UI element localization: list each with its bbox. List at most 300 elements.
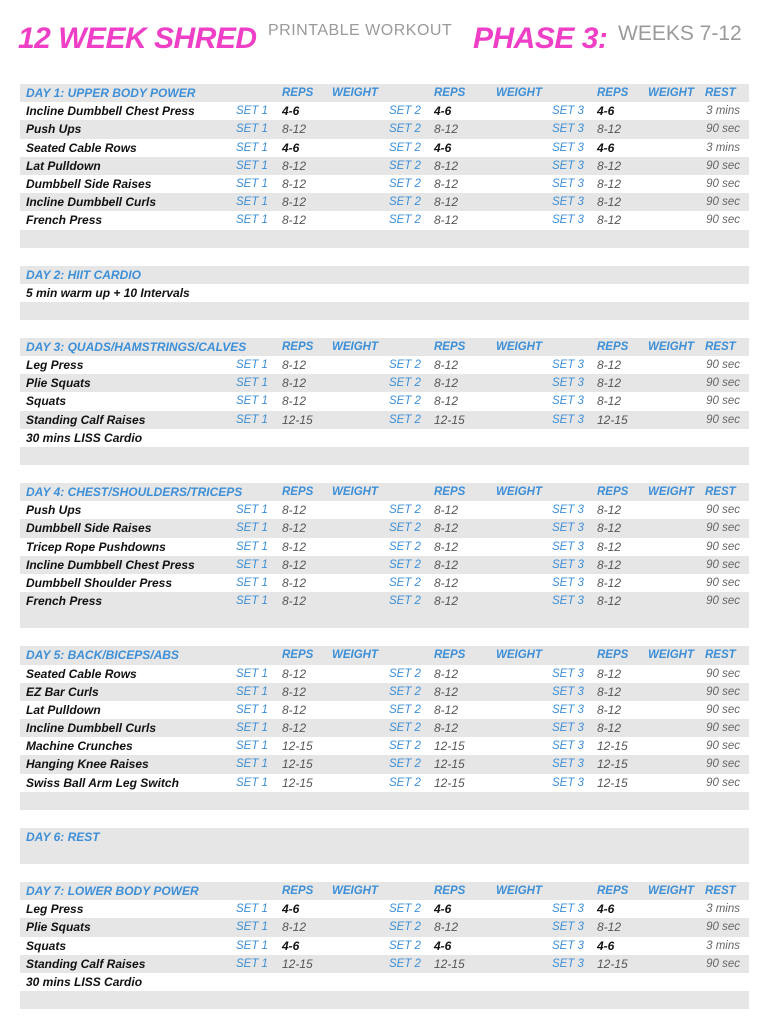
set-3-label: SET 3 (552, 214, 584, 227)
set-2-label: SET 2 (389, 359, 421, 372)
day-title: DAY 1: UPPER BODY POWER (26, 86, 196, 100)
exercise-name: Dumbbell Side Raises (26, 176, 152, 191)
set-2-label: SET 2 (389, 522, 421, 535)
set-2-reps: 4-6 (434, 938, 452, 953)
exercise-name: French Press (26, 213, 103, 228)
day-header (20, 266, 749, 284)
set-2-label: SET 2 (389, 758, 421, 771)
section-divider (20, 447, 749, 465)
set-1-reps: 12-15 (282, 412, 313, 427)
set-1-label: SET 1 (236, 177, 268, 190)
day-title: DAY 5: BACK/BICEPS/ABS (26, 648, 179, 663)
set-3-label: SET 3 (552, 558, 584, 571)
set-3-label: SET 3 (552, 105, 584, 118)
rest-value: 90 sec (706, 957, 740, 970)
exercise-row (20, 374, 749, 392)
exercise-row (20, 120, 749, 138)
exercise-name: Dumbbell Side Raises (26, 521, 152, 536)
exercise-name: Seated Cable Rows (26, 666, 137, 681)
set-1-label: SET 1 (236, 595, 268, 608)
section-divider (20, 302, 749, 320)
set-1-reps: 8-12 (282, 176, 307, 191)
set-1-label: SET 1 (236, 540, 268, 553)
exercise-row (20, 955, 749, 973)
set-2-label: SET 2 (389, 504, 421, 517)
set-2-reps: 12-15 (434, 757, 465, 772)
day-title: DAY 4: CHEST/SHOULDERS/TRICEPS (26, 485, 243, 499)
weight-header: WEIGHT (332, 87, 378, 99)
set-1-label: SET 1 (236, 141, 268, 154)
weight-header: WEIGHT (496, 87, 542, 99)
set-3-reps: 4-6 (597, 104, 615, 119)
set-2-label: SET 2 (389, 921, 421, 934)
reps-header: REPS (597, 649, 629, 662)
set-1-reps: 8-12 (282, 539, 307, 554)
set-3-reps: 8-12 (597, 721, 622, 736)
rest-value: 90 sec (706, 558, 740, 571)
set-1-label: SET 1 (236, 105, 268, 118)
set-2-reps: 8-12 (434, 666, 459, 681)
set-3-label: SET 3 (552, 703, 584, 716)
exercise-row (20, 774, 749, 792)
exercise-row (20, 538, 749, 556)
set-1-reps: 12-15 (282, 739, 313, 754)
set-2-label: SET 2 (389, 939, 421, 952)
set-2-reps: 8-12 (434, 721, 459, 736)
exercise-row (20, 392, 749, 410)
set-1-reps: 8-12 (282, 195, 307, 210)
rest-value: 3 mins (706, 105, 740, 118)
set-2-label: SET 2 (389, 377, 421, 390)
rest-value: 90 sec (706, 576, 740, 589)
set-1-label: SET 1 (236, 576, 268, 589)
set-2-reps: 8-12 (434, 702, 459, 717)
set-1-reps: 8-12 (282, 376, 307, 391)
weight-header: WEIGHT (332, 340, 378, 353)
reps-header: REPS (597, 340, 629, 353)
rest-value: 90 sec (706, 214, 740, 227)
set-2-label: SET 2 (389, 576, 421, 589)
set-3-label: SET 3 (552, 921, 584, 934)
exercise-name: 5 min warm up + 10 Intervals (26, 285, 190, 300)
set-2-label: SET 2 (389, 196, 421, 209)
exercise-row (20, 900, 749, 918)
set-1-reps: 8-12 (282, 684, 307, 699)
set-1-reps: 8-12 (282, 721, 307, 736)
set-1-reps: 4-6 (282, 140, 300, 155)
set-1-label: SET 1 (236, 504, 268, 517)
weeks-label: WEEKS 7-12 (618, 22, 742, 45)
exercise-row (20, 737, 749, 755)
reps-header: REPS (597, 87, 629, 99)
exercise-name: Lat Pulldown (26, 158, 101, 173)
set-3-reps: 4-6 (597, 140, 615, 155)
rest-value: 90 sec (706, 758, 740, 771)
set-3-label: SET 3 (552, 159, 584, 172)
day-header (20, 338, 749, 356)
reps-header: REPS (597, 486, 629, 498)
set-1-label: SET 1 (236, 123, 268, 136)
page-title: 12 WEEK SHRED (18, 22, 257, 55)
set-1-label: SET 1 (236, 196, 268, 209)
rest-header: REST (705, 340, 736, 353)
set-1-label: SET 1 (236, 758, 268, 771)
exercise-name: Tricep Rope Pushdowns (26, 539, 166, 554)
exercise-name: Machine Crunches (26, 739, 133, 754)
section-divider (20, 610, 749, 628)
phase-label: PHASE 3: (473, 22, 608, 55)
set-2-label: SET 2 (389, 123, 421, 136)
set-3-reps: 8-12 (597, 213, 622, 228)
weight-header: WEIGHT (332, 649, 378, 662)
exercise-row (20, 139, 749, 157)
set-1-reps: 12-15 (282, 775, 313, 790)
set-3-label: SET 3 (552, 540, 584, 553)
day-header (20, 882, 749, 900)
set-2-label: SET 2 (389, 214, 421, 227)
exercise-name: Incline Dumbbell Chest Press (26, 104, 195, 119)
set-1-label: SET 1 (236, 776, 268, 789)
set-2-label: SET 2 (389, 722, 421, 735)
exercise-row (20, 574, 749, 592)
exercise-row (20, 102, 749, 120)
set-2-reps: 8-12 (434, 575, 459, 590)
set-2-reps: 8-12 (434, 122, 459, 137)
rest-value: 90 sec (706, 123, 740, 136)
reps-header: REPS (434, 340, 466, 353)
set-3-label: SET 3 (552, 576, 584, 589)
rest-header: REST (705, 87, 736, 99)
set-3-label: SET 3 (552, 522, 584, 535)
weight-header: WEIGHT (496, 486, 542, 498)
weight-header: WEIGHT (648, 885, 694, 897)
exercise-name: 30 mins LISS Cardio (26, 430, 143, 445)
set-1-label: SET 1 (236, 413, 268, 426)
rest-value: 90 sec (706, 703, 740, 716)
set-2-reps: 8-12 (434, 594, 459, 609)
set-3-reps: 4-6 (597, 902, 615, 917)
exercise-name: Incline Dumbbell Curls (26, 195, 157, 210)
set-2-reps: 8-12 (434, 394, 459, 409)
set-2-label: SET 2 (389, 413, 421, 426)
set-1-reps: 8-12 (282, 521, 307, 536)
set-1-label: SET 1 (236, 159, 268, 172)
rest-value: 90 sec (706, 395, 740, 408)
exercise-name: French Press (26, 594, 103, 609)
section-gap (20, 810, 749, 828)
set-2-label: SET 2 (389, 667, 421, 680)
exercise-name: Standing Calf Raises (26, 412, 146, 427)
rest-value: 90 sec (706, 504, 740, 517)
set-1-label: SET 1 (236, 957, 268, 970)
exercise-name: Swiss Ball Arm Leg Switch (26, 775, 179, 790)
exercise-row (20, 592, 749, 610)
exercise-name: Leg Press (26, 902, 84, 917)
set-3-label: SET 3 (552, 595, 584, 608)
set-2-reps: 12-15 (434, 739, 465, 754)
set-2-label: SET 2 (389, 395, 421, 408)
set-3-label: SET 3 (552, 123, 584, 136)
weight-header: WEIGHT (496, 885, 542, 897)
set-2-reps: 8-12 (434, 376, 459, 391)
exercise-name: Standing Calf Raises (26, 956, 146, 971)
weight-header: WEIGHT (496, 340, 542, 353)
rest-value: 90 sec (706, 359, 740, 372)
set-3-label: SET 3 (552, 141, 584, 154)
set-3-label: SET 3 (552, 395, 584, 408)
set-2-label: SET 2 (389, 595, 421, 608)
set-1-label: SET 1 (236, 921, 268, 934)
set-1-reps: 8-12 (282, 394, 307, 409)
set-2-reps: 8-12 (434, 195, 459, 210)
exercise-row (20, 918, 749, 936)
day-title: DAY 3: QUADS/HAMSTRINGS/CALVES (26, 339, 247, 354)
set-1-label: SET 1 (236, 703, 268, 716)
rest-value: 90 sec (706, 921, 740, 934)
reps-header: REPS (282, 87, 314, 99)
set-2-reps: 8-12 (434, 176, 459, 191)
set-3-reps: 8-12 (597, 158, 622, 173)
set-3-reps: 8-12 (597, 358, 622, 373)
set-3-reps: 8-12 (597, 176, 622, 191)
weight-header: WEIGHT (496, 649, 542, 662)
set-1-label: SET 1 (236, 359, 268, 372)
rest-value: 3 mins (706, 903, 740, 916)
exercise-row (20, 701, 749, 719)
set-2-label: SET 2 (389, 159, 421, 172)
reps-header: REPS (434, 486, 466, 498)
set-1-reps: 8-12 (282, 702, 307, 717)
set-1-label: SET 1 (236, 667, 268, 680)
exercise-name: Dumbbell Shoulder Press (26, 575, 173, 590)
set-3-label: SET 3 (552, 939, 584, 952)
exercise-name: Incline Dumbbell Curls (26, 721, 157, 736)
set-3-label: SET 3 (552, 740, 584, 753)
section-gap (20, 864, 749, 882)
section-gap (20, 320, 749, 338)
exercise-row (20, 519, 749, 537)
set-1-label: SET 1 (236, 740, 268, 753)
reps-header: REPS (282, 649, 314, 662)
set-3-label: SET 3 (552, 359, 584, 372)
set-3-reps: 12-15 (597, 739, 628, 754)
set-3-reps: 8-12 (597, 575, 622, 590)
exercise-row (20, 937, 749, 955)
exercise-row (20, 157, 749, 175)
weight-header: WEIGHT (332, 486, 378, 498)
set-3-reps: 8-12 (597, 920, 622, 935)
set-3-label: SET 3 (552, 504, 584, 517)
rest-value: 90 sec (706, 522, 740, 535)
set-2-reps: 4-6 (434, 902, 452, 917)
exercise-name: 30 mins LISS Cardio (26, 974, 143, 989)
set-1-reps: 8-12 (282, 503, 307, 518)
set-1-label: SET 1 (236, 685, 268, 698)
exercise-name: Incline Dumbbell Chest Press (26, 557, 195, 572)
set-2-reps: 12-15 (434, 956, 465, 971)
set-1-reps: 8-12 (282, 575, 307, 590)
rest-value: 90 sec (706, 667, 740, 680)
set-3-reps: 8-12 (597, 594, 622, 609)
day-header (20, 483, 749, 501)
reps-header: REPS (282, 885, 314, 897)
rest-value: 90 sec (706, 595, 740, 608)
day-header (20, 828, 749, 846)
set-2-reps: 8-12 (434, 920, 459, 935)
exercise-row (20, 429, 749, 447)
exercise-row (20, 193, 749, 211)
section-divider (20, 230, 749, 248)
set-2-reps: 8-12 (434, 503, 459, 518)
set-1-reps: 12-15 (282, 757, 313, 772)
set-3-label: SET 3 (552, 758, 584, 771)
set-1-label: SET 1 (236, 558, 268, 571)
set-2-label: SET 2 (389, 685, 421, 698)
section-divider (20, 991, 749, 1009)
reps-header: REPS (282, 340, 314, 353)
set-2-label: SET 2 (389, 776, 421, 789)
reps-header: REPS (434, 885, 466, 897)
exercise-name: Plie Squats (26, 376, 91, 391)
section-gap (20, 465, 749, 483)
rest-header: REST (705, 885, 736, 897)
weight-header: WEIGHT (648, 649, 694, 662)
rest-value: 90 sec (706, 776, 740, 789)
section-gap (20, 628, 749, 646)
set-2-label: SET 2 (389, 740, 421, 753)
set-3-label: SET 3 (552, 957, 584, 970)
exercise-name: Push Ups (26, 503, 82, 518)
page-subtitle: PRINTABLE WORKOUT (268, 22, 453, 39)
set-2-reps: 4-6 (434, 140, 452, 155)
exercise-name: Squats (26, 394, 67, 409)
exercise-row (20, 719, 749, 737)
set-1-label: SET 1 (236, 722, 268, 735)
set-3-reps: 8-12 (597, 376, 622, 391)
set-1-label: SET 1 (236, 939, 268, 952)
set-3-label: SET 3 (552, 667, 584, 680)
exercise-name: Hanging Knee Raises (26, 757, 149, 772)
exercise-row (20, 211, 749, 229)
set-1-reps: 8-12 (282, 158, 307, 173)
rest-value: 90 sec (706, 722, 740, 735)
set-3-reps: 8-12 (597, 503, 622, 518)
rest-value: 90 sec (706, 196, 740, 209)
exercise-row (20, 755, 749, 773)
set-1-reps: 8-12 (282, 920, 307, 935)
set-3-label: SET 3 (552, 903, 584, 916)
section-divider (20, 792, 749, 810)
set-2-reps: 12-15 (434, 412, 465, 427)
exercise-row (20, 501, 749, 519)
set-1-reps: 8-12 (282, 666, 307, 681)
reps-header: REPS (434, 87, 466, 99)
set-1-reps: 8-12 (282, 594, 307, 609)
day-header (20, 84, 749, 102)
set-1-reps: 8-12 (282, 557, 307, 572)
rest-value: 90 sec (706, 540, 740, 553)
weight-header: WEIGHT (332, 885, 378, 897)
exercise-row (20, 683, 749, 701)
set-1-reps: 4-6 (282, 104, 300, 119)
set-3-reps: 12-15 (597, 775, 628, 790)
rest-value: 3 mins (706, 939, 740, 952)
weight-header: WEIGHT (648, 340, 694, 353)
rest-header: REST (705, 649, 736, 662)
rest-value: 90 sec (706, 159, 740, 172)
set-2-label: SET 2 (389, 903, 421, 916)
set-3-label: SET 3 (552, 722, 584, 735)
exercise-row (20, 411, 749, 429)
set-3-reps: 8-12 (597, 521, 622, 536)
set-2-label: SET 2 (389, 177, 421, 190)
day-title: DAY 6: REST (26, 829, 100, 844)
set-3-reps: 8-12 (597, 195, 622, 210)
reps-header: REPS (597, 885, 629, 897)
set-3-reps: 12-15 (597, 956, 628, 971)
exercise-row (20, 973, 749, 991)
set-1-label: SET 1 (236, 214, 268, 227)
set-1-reps: 4-6 (282, 938, 300, 953)
day-title: DAY 7: LOWER BODY POWER (26, 884, 199, 898)
set-3-label: SET 3 (552, 196, 584, 209)
rest-value: 90 sec (706, 413, 740, 426)
set-2-label: SET 2 (389, 703, 421, 716)
exercise-name: Push Ups (26, 122, 82, 137)
set-2-label: SET 2 (389, 558, 421, 571)
exercise-name: Lat Pulldown (26, 702, 101, 717)
rest-header: REST (705, 486, 736, 498)
set-3-reps: 8-12 (597, 394, 622, 409)
set-2-reps: 8-12 (434, 213, 459, 228)
set-1-label: SET 1 (236, 395, 268, 408)
set-2-reps: 8-12 (434, 521, 459, 536)
day-header (20, 646, 749, 664)
reps-header: REPS (434, 649, 466, 662)
day-title: DAY 2: HIIT CARDIO (26, 267, 141, 282)
exercise-row (20, 356, 749, 374)
set-3-reps: 12-15 (597, 757, 628, 772)
set-3-reps: 8-12 (597, 666, 622, 681)
set-3-label: SET 3 (552, 177, 584, 190)
set-2-label: SET 2 (389, 105, 421, 118)
reps-header: REPS (282, 486, 314, 498)
exercise-name: Squats (26, 938, 67, 953)
set-1-reps: 4-6 (282, 902, 300, 917)
exercise-name: EZ Bar Curls (26, 684, 99, 699)
set-3-reps: 8-12 (597, 684, 622, 699)
set-3-reps: 8-12 (597, 539, 622, 554)
rest-value: 90 sec (706, 377, 740, 390)
set-1-label: SET 1 (236, 903, 268, 916)
set-3-reps: 8-12 (597, 122, 622, 137)
rest-value: 3 mins (706, 141, 740, 154)
set-1-label: SET 1 (236, 522, 268, 535)
set-2-reps: 8-12 (434, 358, 459, 373)
set-2-label: SET 2 (389, 957, 421, 970)
set-3-reps: 8-12 (597, 702, 622, 717)
set-3-label: SET 3 (552, 776, 584, 789)
set-1-reps: 8-12 (282, 213, 307, 228)
set-2-reps: 4-6 (434, 104, 452, 119)
set-2-reps: 8-12 (434, 539, 459, 554)
set-2-reps: 8-12 (434, 557, 459, 572)
set-2-label: SET 2 (389, 540, 421, 553)
exercise-name: Leg Press (26, 358, 84, 373)
set-3-label: SET 3 (552, 685, 584, 698)
set-3-label: SET 3 (552, 377, 584, 390)
exercise-name: Seated Cable Rows (26, 140, 137, 155)
